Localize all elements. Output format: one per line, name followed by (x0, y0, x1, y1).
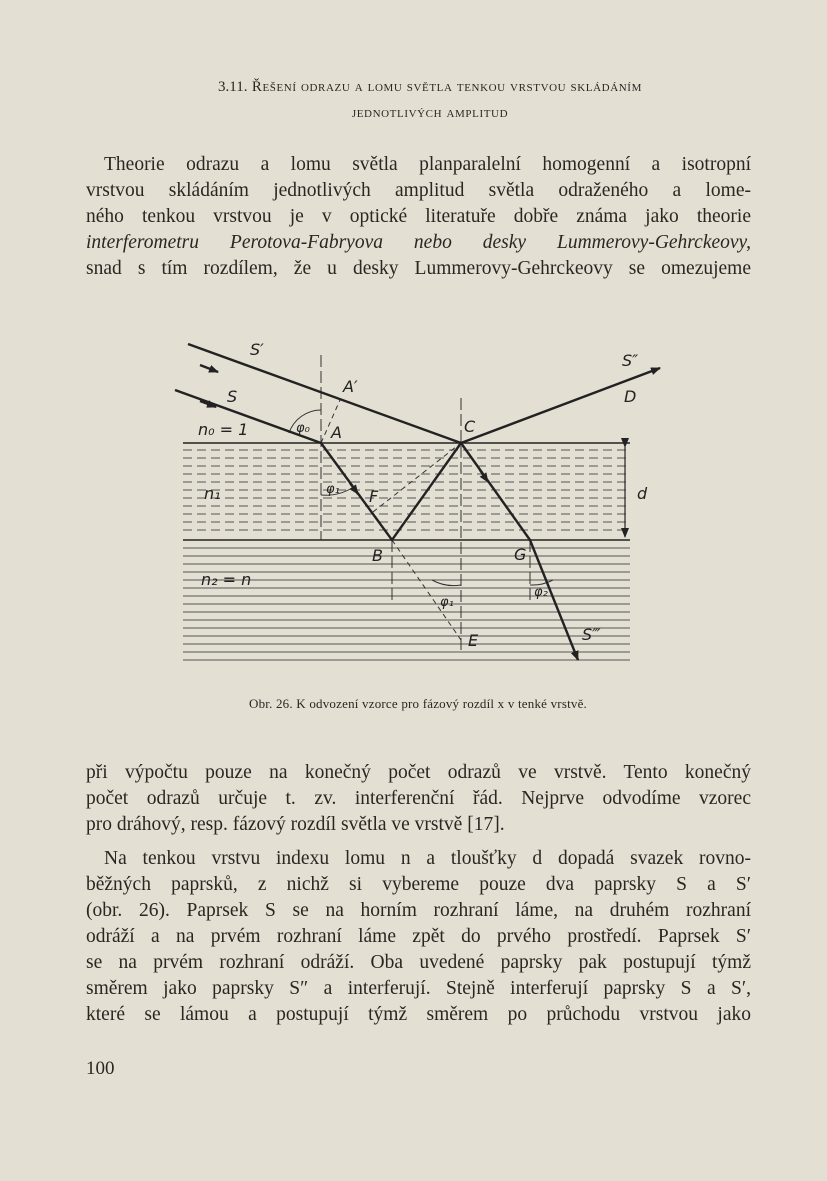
label-e: E (468, 631, 479, 650)
text-line: snad s tím rozdílem, že u desky Lummerovy-Gehrckeovy se omezujeme (86, 258, 751, 279)
layer-n2-hatching (183, 548, 630, 660)
label-s: S (227, 387, 238, 406)
paragraph-method (86, 846, 751, 1028)
label-c: C (464, 417, 476, 436)
text-line: počet odrazů určuje t. zv. interferenční řád. Nejprve odvodíme vzorec (86, 788, 751, 809)
label-d-point: D (624, 387, 637, 406)
label-s-prime: S′ (250, 340, 264, 359)
text-line: při výpočtu pouze na konečný počet odrazů ve vrstvě. Tento konečný (86, 762, 751, 783)
rays (175, 344, 660, 660)
label-n1: n₁ (204, 484, 221, 503)
label-phi2: φ₂ (534, 585, 548, 600)
text-line: ného tenkou vrstvou je v optické literatuře dobře známa jako theorie (86, 206, 751, 227)
label-g: G (514, 545, 527, 564)
label-n2: n₂ = n (201, 570, 252, 589)
label-n0: n₀ = 1 (198, 420, 249, 439)
label-phi1-bottom: φ₁ (440, 595, 454, 610)
label-b: B (372, 546, 383, 565)
page-number: 100 (86, 1058, 115, 1079)
text-line: se na prvém rozhraní odráží. Oba uvedené paprsky pak postupují týmž (86, 952, 751, 973)
label-s-double-prime: S″ (622, 351, 639, 370)
section-number: 3.11. (218, 79, 248, 95)
heading-line-2: jednotlivých amplitud (351, 105, 509, 121)
label-s-triple-prime: S‴ (582, 625, 601, 644)
label-phi1-top: φ₁ (326, 482, 340, 497)
text-line: směrem jako paprsky S″ a interferují. Stejně interferují paprsky S a S′, (86, 978, 751, 999)
label-a: A (331, 423, 342, 442)
text-line: (obr. 26). Paprsek S se na horním rozhraní láme, na druhém rozhraní (86, 900, 751, 921)
text-line: interferometru Perotova-Fabryova nebo desky Lummerovy-Gehrckeovy, (86, 232, 751, 253)
normals (321, 355, 530, 650)
text-line: odráží a na prvém rozhraní láme zpět do prvého prostředí. Paprsek S′ (86, 926, 751, 947)
label-thickness-d: d (637, 484, 648, 503)
paragraph-continuation (86, 760, 751, 838)
text-line: pro dráhový, resp. fázový rozdíl světla ve vrstvě [17]. (86, 814, 505, 835)
label-phi0: φ₀ (296, 421, 310, 436)
text-line: které se lámou a postupují týmž směrem po průchodu vrstvou jako (86, 1004, 751, 1025)
text-line: Theorie odrazu a lomu světla planparalelní homogenní a isotropní (104, 154, 751, 175)
label-f: F (369, 487, 379, 506)
text-line: Na tenkou vrstvu indexu lomu n a tloušťky d dopadá svazek rovno- (104, 848, 751, 869)
figure-caption: Obr. 26. K odvození vzorce pro fázový rozdíl x v tenké vrstvě. (248, 696, 588, 711)
section-title: Řešení odrazu a lomu světla tenkou vrstvou skládáním (251, 79, 642, 95)
label-a-prime: A′ (343, 377, 358, 396)
text-line: vrstvou skládáním jednotlivých amplitud světla odraženého a lome- (86, 180, 751, 201)
text-line: běžných paprsků, z nichž si vybereme pouze dva paprsky S a S′ (86, 874, 751, 895)
